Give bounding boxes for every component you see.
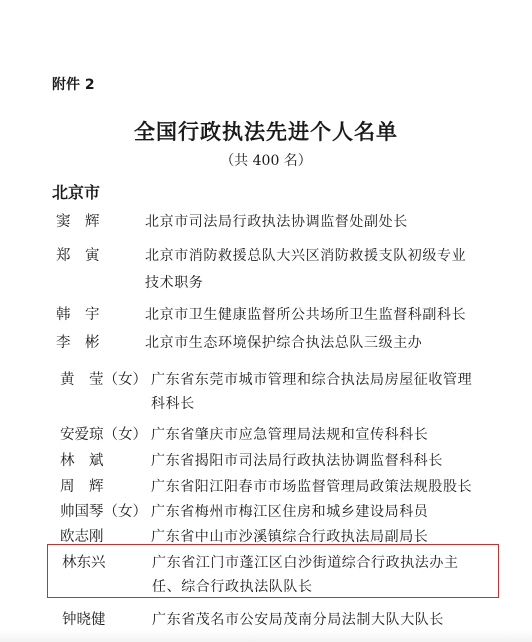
entry-description: 广东省茂名市公安局茂南分局法制大队大队长 — [152, 612, 444, 628]
entry-description: 广东省梅州市梅江区住房和城乡建设局科员 — [151, 504, 429, 520]
entry-name: 安爱琼（女） — [60, 427, 147, 443]
entry-name: 帅国琴（女） — [60, 504, 147, 520]
attachment-label: 附件 2 — [52, 77, 95, 93]
entry-description: 广东省肇庆市应急管理局法规和宣传科科长 — [151, 427, 429, 443]
entry-description-continuation: 任、综合行政执法队队长 — [152, 579, 313, 595]
entry-name: 黄 莹（女） — [60, 372, 147, 388]
entry-description: 北京市卫生健康监督所公共场所卫生监督科副科长 — [145, 307, 467, 323]
entry-description: 北京市司法局行政执法协调监督处副处长 — [145, 214, 408, 230]
entry-name: 李 彬 — [56, 335, 100, 351]
entry-name: 林东兴 — [62, 555, 106, 571]
page-bottom-edge — [0, 630, 532, 642]
section-heading: 北京市 — [52, 183, 101, 202]
entry-description: 广东省东莞市城市管理和综合执法局房屋征收管理 — [151, 372, 473, 388]
entry-description: 广东省阳江阳春市市场监督管理局政策法规股股长 — [151, 479, 473, 495]
entry-description: 广东省中山市沙溪镇综合行政执法局副局长 — [151, 529, 429, 545]
entry-name: 窦 辉 — [56, 214, 100, 230]
entry-name: 钟晓健 — [62, 612, 106, 628]
entry-name: 韩 宇 — [56, 307, 100, 323]
entry-name: 欧志刚 — [60, 529, 104, 545]
entry-description: 广东省揭阳市司法局行政执法协调监督科科长 — [151, 453, 443, 469]
entry-description: 北京市消防救援总队大兴区消防救援支队初级专业 — [145, 248, 467, 264]
entry-description: 北京市生态环境保护综合执法总队三级主办 — [145, 335, 423, 351]
entry-name: 林 斌 — [60, 453, 104, 469]
entry-name: 郑 寅 — [56, 248, 100, 264]
document-title: 全国行政执法先进个人名单 — [134, 119, 398, 144]
entry-description-continuation: 科科长 — [151, 396, 195, 412]
document-subtitle: （共 400 名） — [220, 153, 312, 169]
entry-name: 周 辉 — [60, 479, 104, 495]
entry-description-continuation: 技术职务 — [145, 275, 204, 291]
entry-description: 广东省江门市蓬江区白沙街道综合行政执法办主 — [152, 555, 459, 571]
